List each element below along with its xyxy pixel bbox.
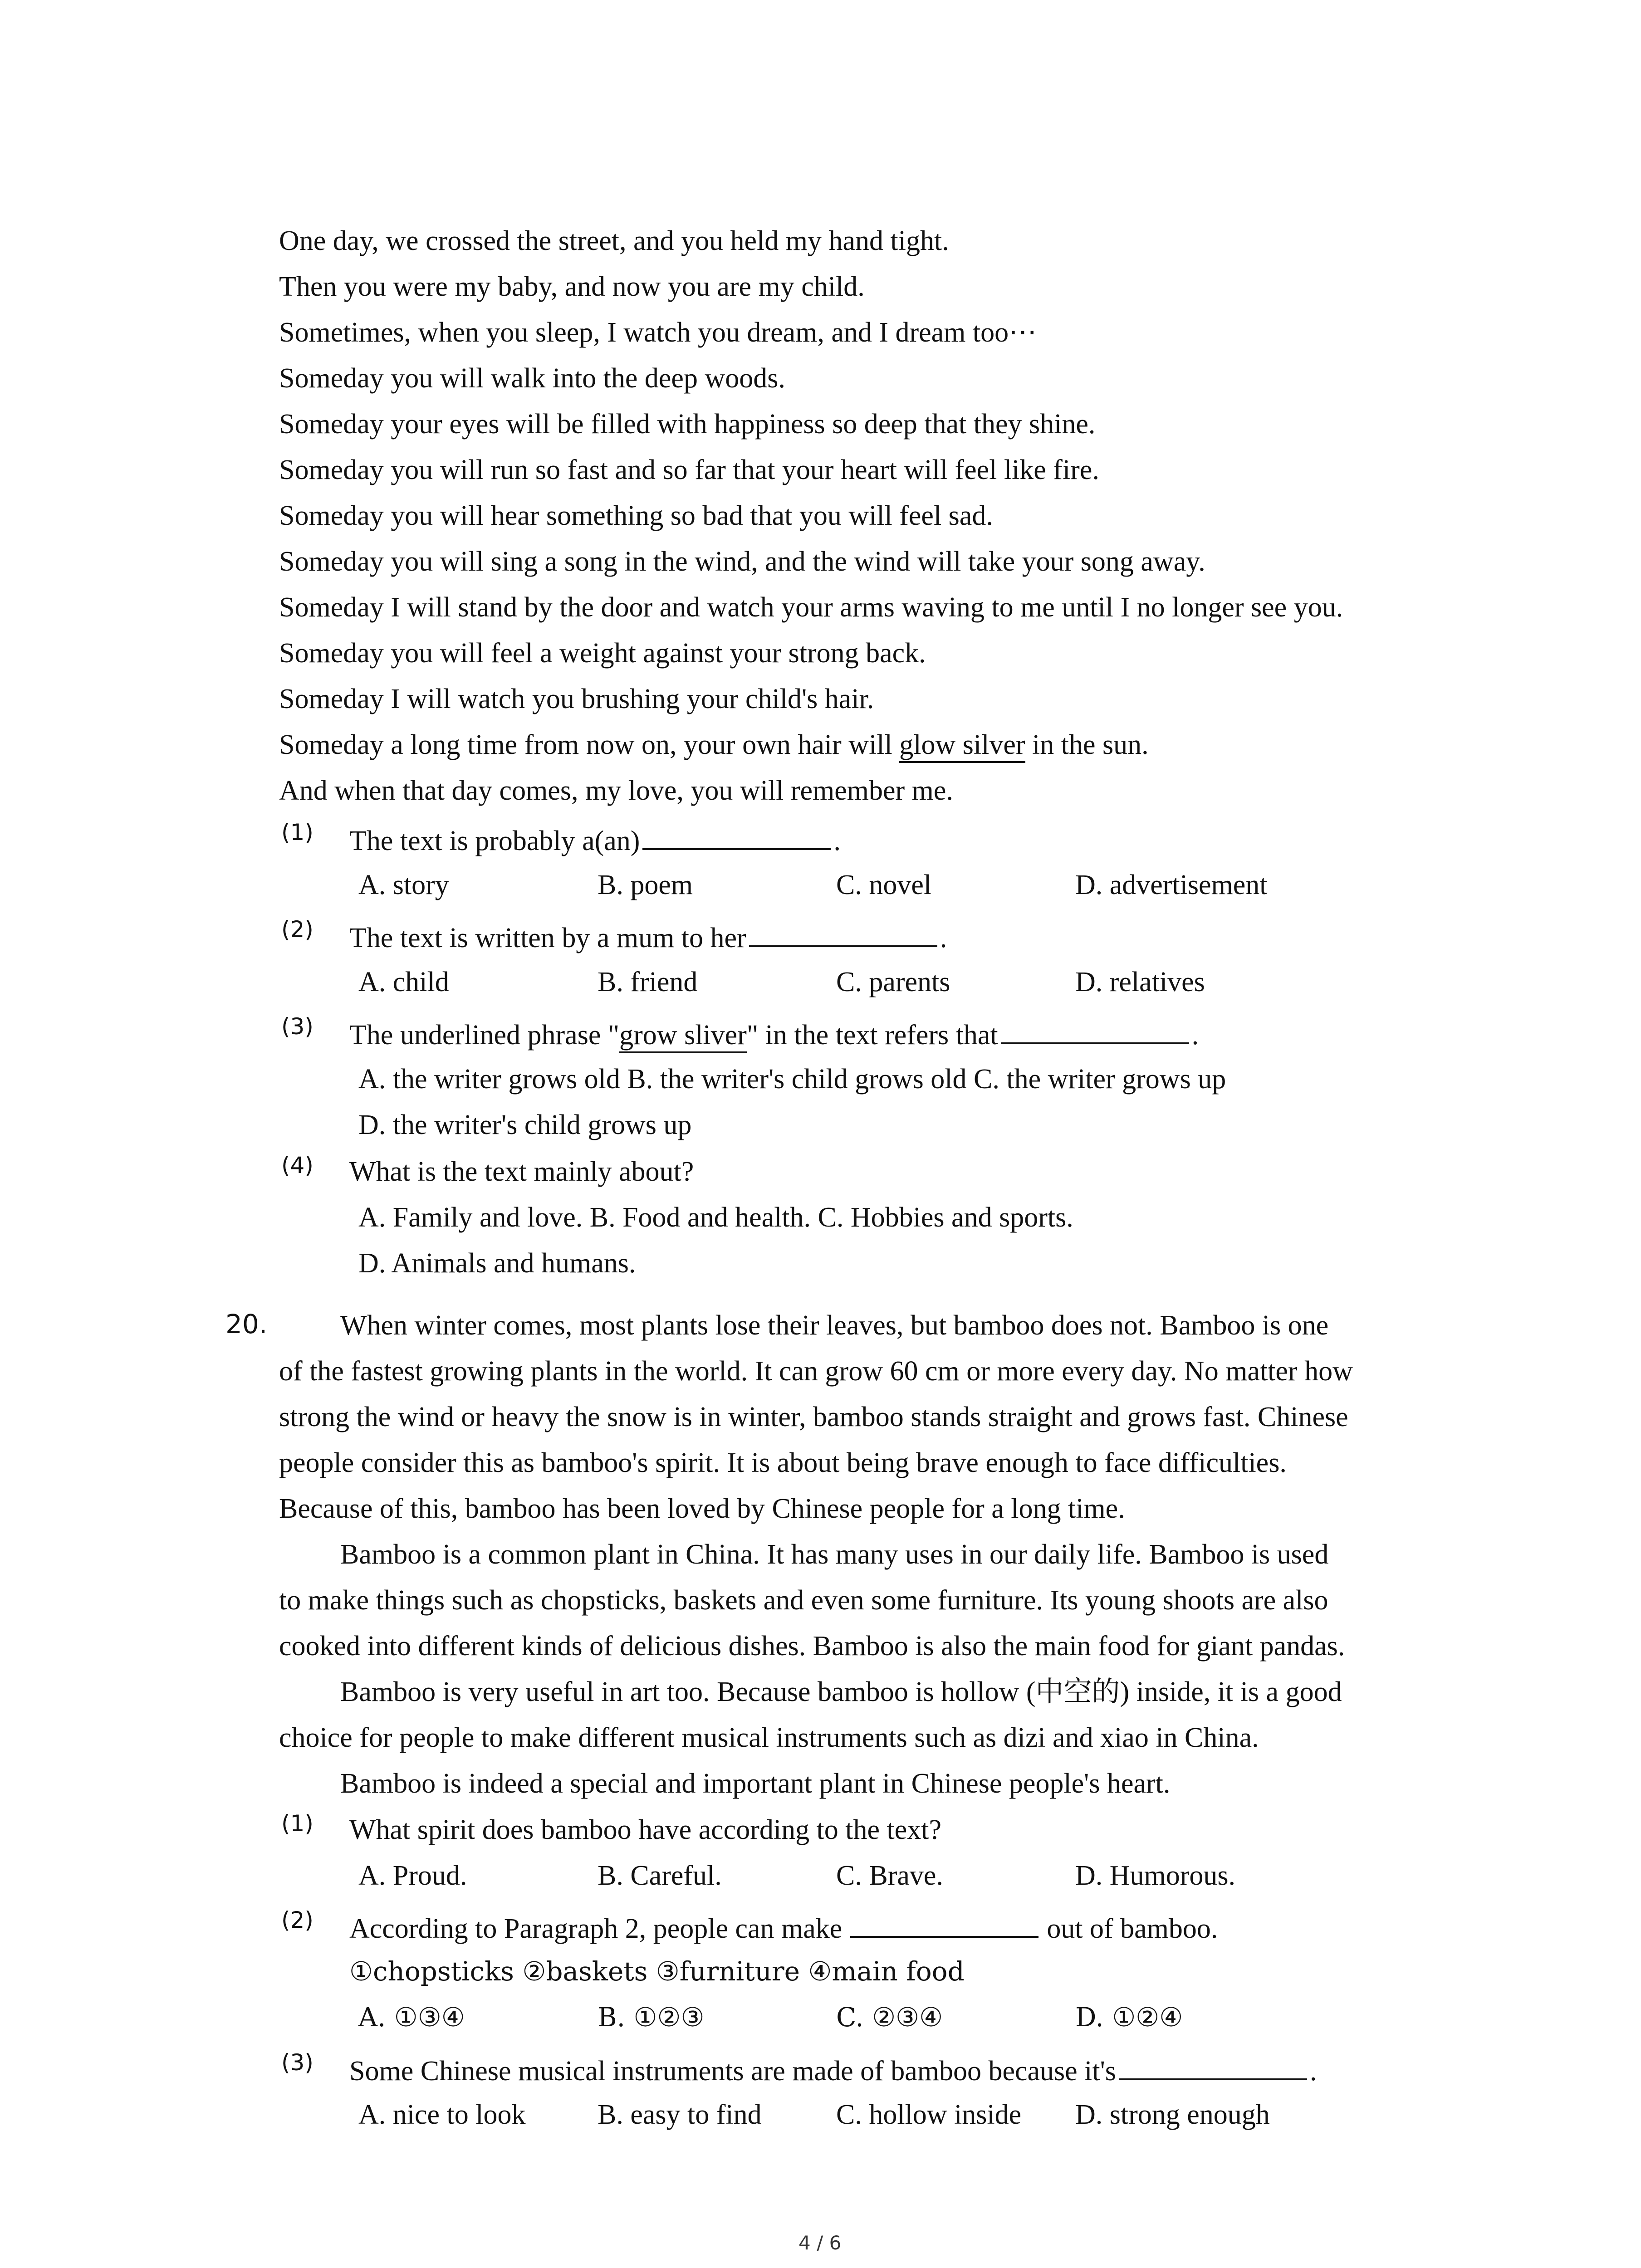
poem-line: And when that day comes, my love, you will remember me. <box>279 775 953 806</box>
option-d[interactable]: D. ①②④ <box>1075 2002 1183 2033</box>
poem-line <box>279 731 1149 759</box>
options-line[interactable]: A. the writer grows old B. the writer's child grows old C. the writer grows up <box>358 1064 1226 1095</box>
question-stem-text: Some Chinese musical instruments are made of bamboo because it's <box>349 2056 1116 2087</box>
option-a[interactable]: A. child <box>358 967 449 997</box>
option-b[interactable]: B. Careful. <box>598 1860 722 1891</box>
question-stem-text: The underlined phrase " <box>349 1020 620 1051</box>
poem-line-text: Someday a long time from now on, your own hair will <box>279 729 900 760</box>
question-stem: What is the text mainly about? <box>349 1156 694 1187</box>
answer-blank[interactable] <box>1119 2055 1307 2080</box>
question-stem-text: . <box>940 923 947 953</box>
passage-line: Bamboo is indeed a special and important plant in Chinese people's heart. <box>340 1768 1171 1799</box>
passage-line: choice for people to make different musical instruments such as dizi and xiao in China. <box>279 1722 1259 1753</box>
question-stem-text: The text is probably a(an) <box>349 826 640 856</box>
question-stem <box>349 2055 1317 2085</box>
poem-line-text: in the sun. <box>1025 729 1149 760</box>
poem-line: Someday your eyes will be filled with happiness so deep that they shine. <box>279 409 1096 440</box>
answer-blank[interactable] <box>850 1912 1038 1938</box>
passage-line: to make things such as chopsticks, baskets and even some furniture. Its young shoots are also <box>279 1585 1328 1616</box>
poem-line: Someday I will stand by the door and watch your arms waving to me until I no longer see you. <box>279 592 1343 623</box>
option-b[interactable]: B. poem <box>598 870 693 900</box>
question-number: (3) <box>281 2049 314 2076</box>
numbered-items: ①chopsticks ②baskets ③furniture ④main food <box>349 1956 965 1987</box>
question-stem <box>349 1019 1199 1049</box>
poem-line: Then you were my baby, and now you are my child. <box>279 271 865 302</box>
passage-line: of the fastest growing plants in the world. It can grow 60 cm or more every day. No matter how <box>279 1356 1353 1387</box>
question-stem <box>349 922 947 952</box>
question-number: (4) <box>281 1152 314 1178</box>
option-a[interactable]: A. story <box>358 870 449 900</box>
option-d[interactable]: D. strong enough <box>1075 2099 1270 2130</box>
question-number: (1) <box>281 1810 314 1837</box>
poem-line: Someday you will hear something so bad that you will feel sad. <box>279 500 993 531</box>
question-number: (1) <box>281 819 314 846</box>
option-d[interactable]: D. advertisement <box>1075 870 1268 900</box>
option-b[interactable]: B. ①②③ <box>598 2002 705 2033</box>
passage-line: Bamboo is a common plant in China. It has many uses in our daily life. Bamboo is used <box>340 1539 1329 1570</box>
passage-line: cooked into different kinds of delicious dishes. Bamboo is also the main food for giant pandas. <box>279 1631 1345 1662</box>
poem-line: One day, we crossed the street, and you held my hand tight. <box>279 225 949 256</box>
option-d[interactable]: D. relatives <box>1075 967 1205 997</box>
question-stem-text: . <box>833 826 841 856</box>
question-stem-text: According to Paragraph 2, people can make <box>349 1913 843 1944</box>
option-c[interactable]: C. novel <box>836 870 932 900</box>
passage-line: people consider this as bamboo's spirit. It is about being brave enough to face difficulties. <box>279 1447 1287 1478</box>
answer-blank[interactable] <box>1001 1019 1189 1044</box>
answer-blank[interactable] <box>642 825 831 850</box>
question-stem <box>349 825 841 855</box>
option-d[interactable]: D. Humorous. <box>1075 1860 1236 1891</box>
underlined-phrase: grow sliver <box>619 1020 747 1053</box>
poem-line: Someday you will walk into the deep woods. <box>279 363 785 394</box>
passage-line: Bamboo is very useful in art too. Because bamboo is hollow (中空的) inside, it is a good <box>340 1677 1342 1707</box>
poem-line: Someday you will feel a weight against your strong back. <box>279 638 926 669</box>
question-number: (2) <box>281 916 314 943</box>
option-b[interactable]: B. friend <box>598 967 698 997</box>
question-stem-text: " in the text refers that <box>746 1020 998 1051</box>
passage-number: 20. <box>225 1309 268 1339</box>
option-d[interactable]: D. the writer's child grows up <box>358 1110 692 1140</box>
option-c[interactable]: C. parents <box>836 967 950 997</box>
option-c[interactable]: C. Brave. <box>836 1860 943 1891</box>
option-c[interactable]: C. ②③④ <box>836 2002 943 2033</box>
passage-line: When winter comes, most plants lose their leaves, but bamboo does not. Bamboo is one <box>340 1310 1329 1341</box>
underlined-phrase: glow silver <box>899 729 1025 763</box>
option-b[interactable]: B. easy to find <box>598 2099 762 2130</box>
option-d[interactable]: D. Animals and humans. <box>358 1248 636 1279</box>
question-stem-text: out of bamboo. <box>1047 1913 1218 1944</box>
question-stem: What spirit does bamboo have according to the text? <box>349 1814 942 1845</box>
option-c[interactable]: C. hollow inside <box>836 2099 1022 2130</box>
answer-blank[interactable] <box>749 922 937 947</box>
question-stem <box>349 1912 1218 1943</box>
options-line[interactable]: A. Family and love. B. Food and health. C. Hobbies and sports. <box>358 1202 1073 1233</box>
poem-line: Sometimes, when you sleep, I watch you dream, and I dream too⋯ <box>279 317 1037 348</box>
passage-line: strong the wind or heavy the snow is in winter, bamboo stands straight and grows fast. Chinese <box>279 1402 1348 1432</box>
page-number: 4 / 6 <box>798 2232 842 2254</box>
question-number: (3) <box>281 1013 314 1040</box>
passage-line: Because of this, bamboo has been loved by Chinese people for a long time. <box>279 1493 1125 1524</box>
option-a[interactable]: A. ①③④ <box>358 2002 465 2033</box>
option-a[interactable]: A. Proud. <box>358 1860 467 1891</box>
poem-line: Someday I will watch you brushing your child's hair. <box>279 684 874 714</box>
option-a[interactable]: A. nice to look <box>358 2099 526 2130</box>
question-stem-text: . <box>1309 2056 1317 2087</box>
question-stem-text: The text is written by a mum to her <box>349 923 746 953</box>
question-number: (2) <box>281 1907 314 1933</box>
poem-line: Someday you will sing a song in the wind, and the wind will take your song away. <box>279 546 1205 577</box>
question-stem-text: . <box>1191 1020 1199 1051</box>
poem-line: Someday you will run so fast and so far that your heart will feel like fire. <box>279 455 1099 485</box>
